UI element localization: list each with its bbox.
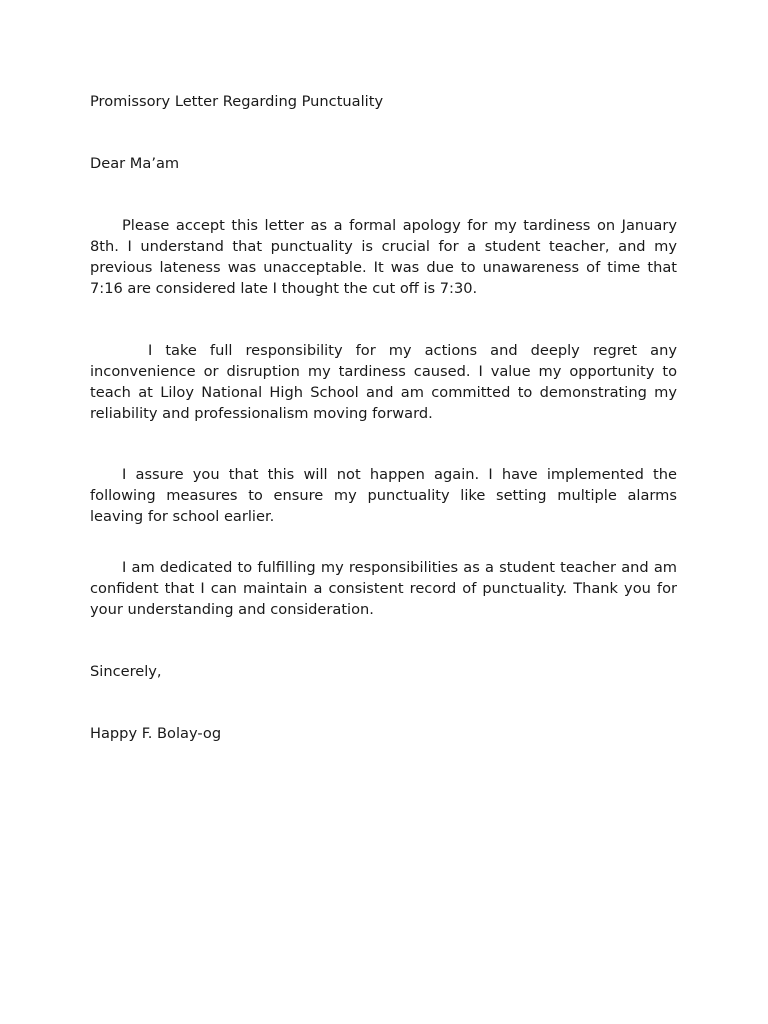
letter-title: Promissory Letter Regarding Punctuality [90,93,384,110]
letter-signature: Happy F. Bolay-og [90,725,222,742]
letter-paragraph-assurance: I assure you that this will not happen again. I have implemented the following measures to ensure my punctuality like setting multiple alarms leaving for school earlier. [90,466,677,525]
letter-paragraph-responsibility: I take full responsibility for my actions and deeply regret any inconvenience or disruption my tardiness caused. I value my opportunity to teach at Liloy National High School and am committed to demonstrating my reliability and professionalism moving forward. [90,342,677,422]
letter-closing: Sincerely, [90,663,162,680]
letter-paragraph-dedication: I am dedicated to fulfilling my responsibilities as a student teacher and am confident that I can maintain a consistent record of punctuality. Thank you for your understanding and consideration. [90,559,677,618]
letter-paragraph-apology: Please accept this letter as a formal apology for my tardiness on January 8th. I understand that punctuality is crucial for a student teacher, and my previous lateness was unacceptable. It was due to unawareness of time that 7:16 are considered late I thought the cut off is 7:30. [90,217,677,297]
letter-salutation: Dear Ma’am [90,155,180,172]
